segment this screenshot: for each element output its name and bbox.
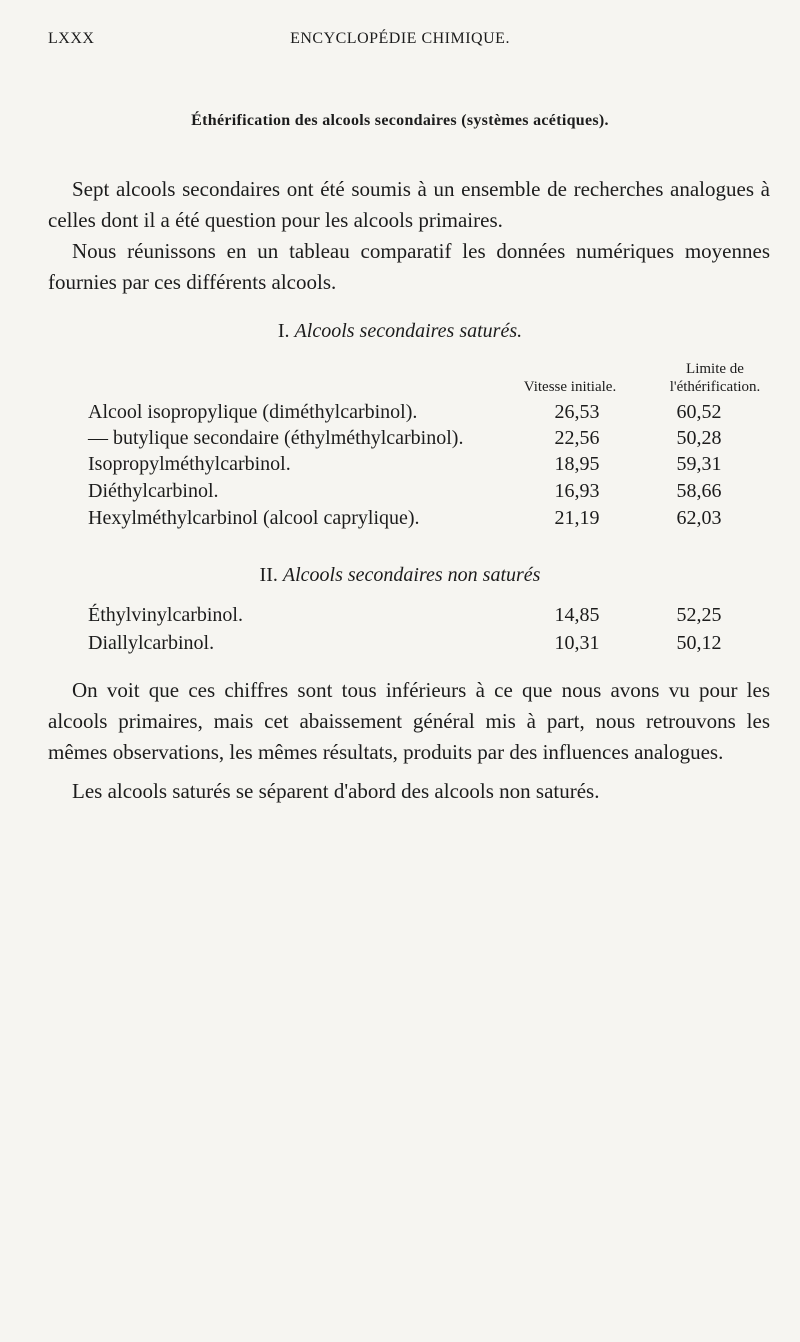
limit-value: 59,31 (676, 453, 722, 475)
closing-paragraph-2: Les alcools saturés se séparent d'abord des alcools non saturés. (72, 779, 600, 803)
initial-speed-value: 26,53 (554, 401, 600, 423)
alcohol-name: Isopropylméthylcarbinol. (88, 453, 291, 475)
group-title: Alcools secondaires non saturés (282, 564, 541, 586)
group-heading-saturated (48, 320, 752, 343)
alcohol-name: Diallylcarbinol. (88, 632, 215, 654)
column-header-limit-line1: Limite de (686, 361, 744, 377)
initial-speed-value: 18,95 (554, 453, 600, 475)
intro-paragraph-1: Sept alcools secondaires ont été soumis à un ensemble de recherches analogues à celles dont il a été question pour les alcools primaires. (48, 177, 770, 232)
limit-value: 50,12 (676, 632, 722, 654)
table-row (88, 632, 778, 662)
initial-speed-value: 10,31 (554, 632, 600, 654)
initial-speed-value: 16,93 (554, 480, 600, 502)
limit-value: 58,66 (676, 480, 722, 502)
page-header (48, 30, 752, 56)
group-numeral: I. (277, 320, 290, 342)
group-title: Alcools secondaires saturés. (294, 320, 523, 342)
column-header-limit-line2: l'éthérification. (669, 379, 761, 395)
limit-value: 52,25 (676, 604, 722, 626)
limit-value: 50,28 (676, 427, 722, 449)
group-numeral: II. (259, 564, 278, 586)
column-header-limit (650, 360, 780, 396)
table-row (88, 604, 778, 634)
alcohol-name: Éthylvinylcarbinol. (88, 604, 243, 626)
closing-paragraph-1: On voit que ces chiffres sont tous inférieurs à ce que nous avons vu pour les alcools primaires, mais cet abaissement général mis à part, nous retrouvons les mêmes observations, les mêmes résultats, produits par des influences analogues. (48, 678, 770, 764)
alcohol-name: Alcool isopropylique (diméthylcarbinol). (88, 401, 418, 423)
initial-speed-value: 22,56 (554, 427, 600, 449)
alcohol-name: — butylique secondaire (éthylméthylcarbinol). (88, 427, 464, 449)
intro-paragraph-2: Nous réunissons en un tableau comparatif les données numériques moyennes fournies par ces différents alcools. (48, 239, 770, 294)
alcohol-name: Diéthylcarbinol. (88, 480, 219, 502)
initial-speed-value: 21,19 (554, 507, 600, 529)
column-header-initial-speed: Vitesse initiale. (523, 379, 617, 395)
table-row (88, 507, 778, 537)
section-title: Éthérification des alcools secondaires (systèmes acétiques). (191, 112, 609, 129)
table-row (88, 480, 778, 510)
initial-speed-value: 14,85 (554, 604, 600, 626)
page-number: LXXX (48, 30, 95, 47)
alcohol-name: Hexylméthylcarbinol (alcool caprylique). (88, 507, 420, 529)
group-heading-unsaturated (48, 564, 752, 587)
limit-value: 60,52 (676, 401, 722, 423)
limit-value: 62,03 (676, 507, 722, 529)
table-row (88, 453, 778, 483)
running-title: ENCYCLOPÉDIE CHIMIQUE. (290, 30, 510, 47)
